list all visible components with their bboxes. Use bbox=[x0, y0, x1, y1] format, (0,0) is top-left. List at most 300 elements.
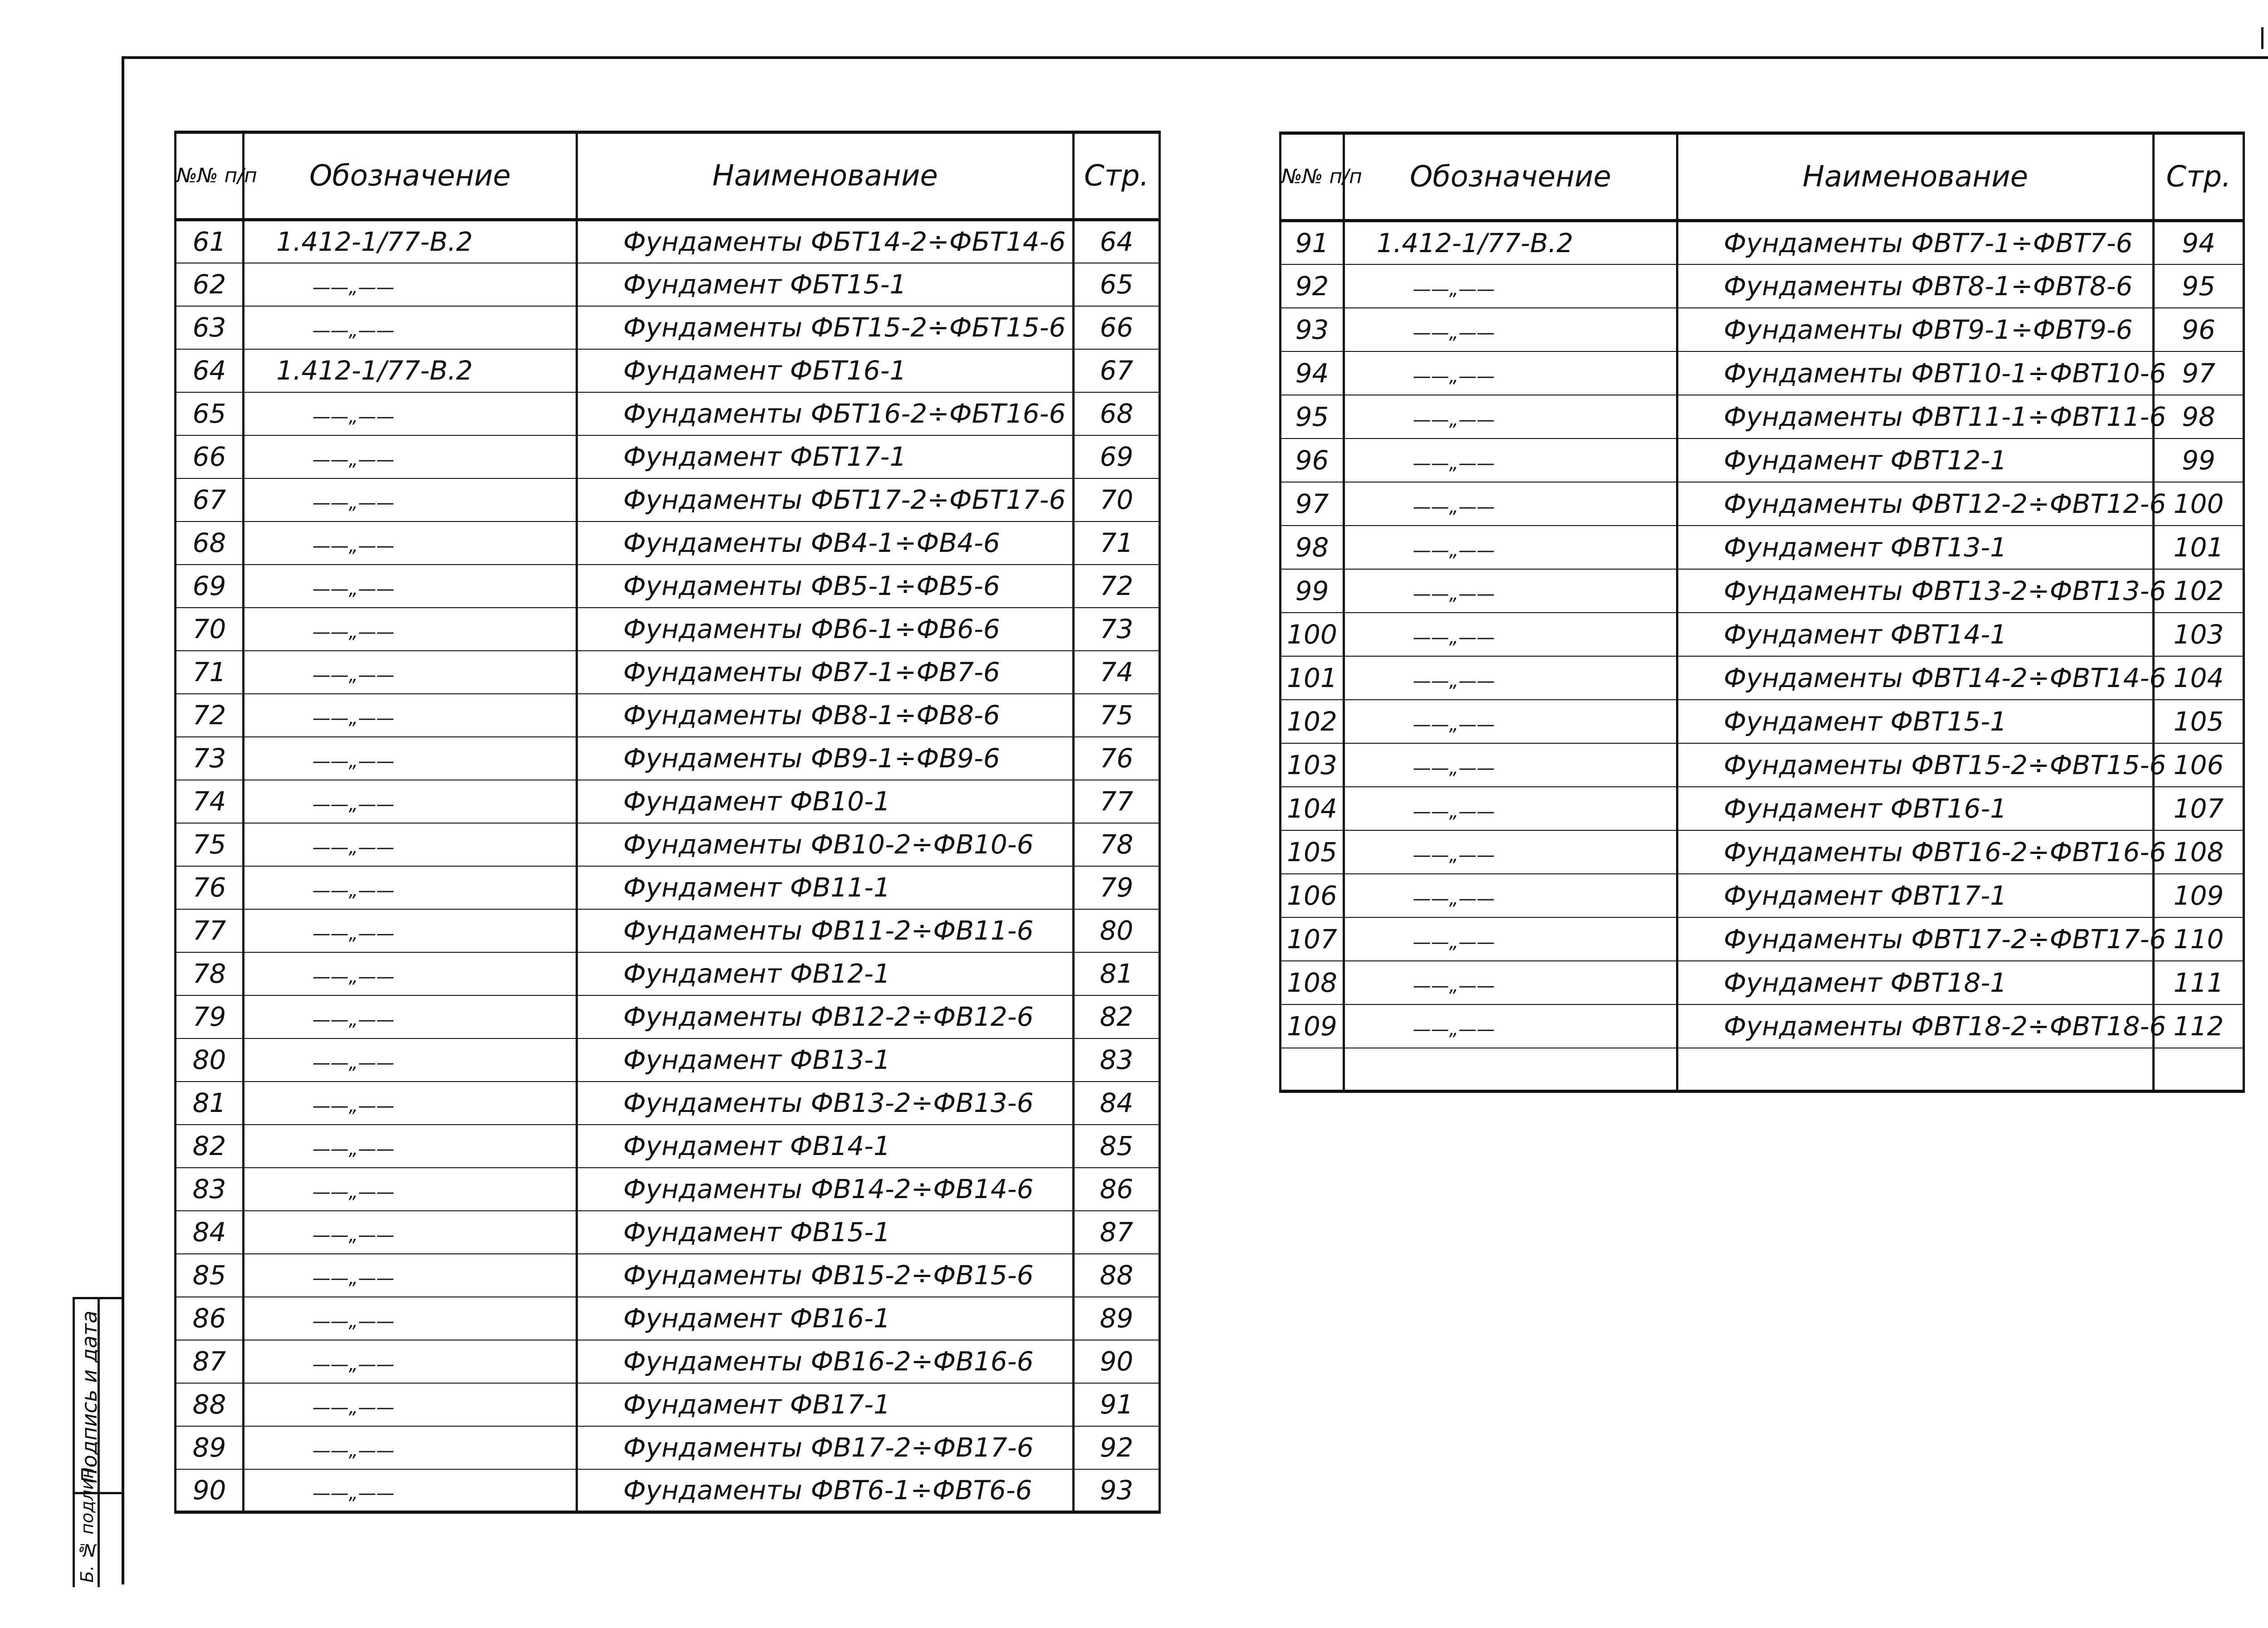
row-name bbox=[1677, 569, 2166, 613]
row-designation bbox=[244, 823, 577, 866]
row-name bbox=[577, 651, 1074, 694]
row-page bbox=[1074, 1168, 1160, 1211]
row-name bbox=[577, 694, 1074, 737]
row-designation bbox=[1344, 395, 1677, 439]
row-name-text: Фундаменты ФВТ8-1÷ФВТ8-6 bbox=[1724, 270, 2133, 302]
row-page-text: 104 bbox=[2173, 662, 2224, 693]
row-num bbox=[176, 995, 244, 1038]
row-page bbox=[1074, 1082, 1160, 1125]
row-page bbox=[1074, 780, 1160, 823]
row-designation bbox=[1344, 308, 1677, 351]
table-row bbox=[176, 952, 1160, 995]
row-page-text: 88 bbox=[1100, 1260, 1134, 1291]
table-row bbox=[176, 651, 1160, 694]
row-name bbox=[577, 1082, 1074, 1125]
row-num bbox=[1281, 569, 1344, 613]
row-name bbox=[577, 1469, 1074, 1512]
table-row bbox=[176, 1082, 1160, 1125]
row-name bbox=[1677, 917, 2166, 961]
row-page bbox=[1074, 651, 1160, 694]
row-num bbox=[1281, 656, 1344, 700]
header-num: №№ п/п bbox=[1281, 133, 1344, 221]
row-designation bbox=[244, 1125, 577, 1168]
frame-top-border bbox=[123, 56, 2268, 59]
contents-table-left bbox=[174, 131, 1161, 1514]
header-page: Стр. bbox=[2154, 133, 2244, 221]
row-page bbox=[1074, 952, 1160, 995]
row-num bbox=[176, 780, 244, 823]
row-page-text: 77 bbox=[1100, 786, 1134, 817]
row-designation bbox=[244, 263, 577, 306]
row-num bbox=[1281, 1004, 1344, 1048]
row-name bbox=[577, 522, 1074, 565]
row-name-text: Фундаменты ФВТ13-2÷ФВТ13-6 bbox=[1724, 575, 2166, 606]
table-row bbox=[176, 1469, 1160, 1512]
row-name-text: Фундамент ФВ15-1 bbox=[623, 1217, 890, 1248]
table-row bbox=[176, 1125, 1160, 1168]
row-num-text: 89 bbox=[192, 1432, 226, 1463]
row-page-text: 64 bbox=[1100, 226, 1134, 258]
row-name bbox=[1677, 874, 2154, 917]
row-name bbox=[577, 263, 1074, 306]
table-row bbox=[1281, 264, 2244, 308]
row-name bbox=[1677, 961, 2154, 1004]
row-designation bbox=[244, 608, 577, 651]
row-page bbox=[1074, 1469, 1160, 1512]
row-page-text: 100 bbox=[2173, 488, 2224, 519]
row-num bbox=[176, 1168, 244, 1211]
row-designation-text: ——„—— bbox=[1413, 888, 1495, 909]
row-designation bbox=[1344, 917, 1677, 961]
row-designation-text: ——„—— bbox=[312, 277, 395, 298]
table-row bbox=[176, 306, 1160, 349]
row-page-text: 94 bbox=[2182, 227, 2215, 258]
row-num-text: 88 bbox=[192, 1389, 226, 1420]
row-name bbox=[1677, 613, 2154, 656]
row-name-text: Фундамент ФБТ15-1 bbox=[623, 269, 907, 300]
row-name bbox=[1677, 395, 2166, 439]
row-designation-text: ——„—— bbox=[1413, 583, 1495, 604]
row-page-text: 109 bbox=[2173, 880, 2224, 911]
row-designation-text: ——„—— bbox=[312, 1225, 395, 1246]
row-name-text: Фундамент ФВТ13-1 bbox=[1724, 531, 2007, 563]
row-page-text: 83 bbox=[1100, 1044, 1134, 1075]
table-body-left bbox=[176, 220, 1160, 1512]
row-designation bbox=[244, 866, 577, 909]
row-designation bbox=[1344, 700, 1677, 743]
side-stamp bbox=[73, 1297, 122, 1587]
row-designation-text: ——„—— bbox=[312, 1440, 395, 1461]
row-page bbox=[1074, 392, 1160, 435]
row-num-text: 73 bbox=[192, 743, 226, 774]
row-num bbox=[176, 220, 244, 263]
table-row bbox=[176, 823, 1160, 866]
table-row bbox=[176, 995, 1160, 1038]
table-row bbox=[176, 1168, 1160, 1211]
row-designation bbox=[244, 349, 577, 392]
row-num-text: 91 bbox=[1295, 227, 1329, 258]
row-designation-text: ——„—— bbox=[1413, 366, 1495, 387]
row-page bbox=[1074, 1254, 1160, 1297]
row-num bbox=[176, 909, 244, 952]
row-name-text: Фундаменты ФВТ11-1÷ФВТ11-6 bbox=[1724, 401, 2166, 432]
row-name-text: Фундаменты ФВ4-1÷ФВ4-6 bbox=[623, 527, 1000, 558]
row-num bbox=[1281, 743, 1344, 787]
row-designation-text: ——„—— bbox=[312, 837, 395, 858]
row-num-text: 76 bbox=[192, 872, 226, 903]
row-page-text: 70 bbox=[1100, 484, 1134, 515]
row-num-text: 107 bbox=[1287, 923, 1337, 955]
row-page-text: 102 bbox=[2173, 575, 2224, 606]
row-designation-text: ——„—— bbox=[1413, 714, 1495, 735]
row-page bbox=[1074, 909, 1160, 952]
row-page bbox=[1074, 1297, 1160, 1340]
row-designation bbox=[244, 1082, 577, 1125]
row-num bbox=[1281, 1048, 1344, 1092]
row-name-text: Фундамент ФВ17-1 bbox=[623, 1389, 890, 1420]
page-number-divider bbox=[2261, 27, 2263, 49]
row-page-text: 92 bbox=[1100, 1432, 1134, 1463]
row-page bbox=[1074, 263, 1160, 306]
row-num-text: 68 bbox=[192, 527, 226, 558]
row-page-text: 76 bbox=[1100, 743, 1134, 774]
row-num-text: 98 bbox=[1295, 531, 1329, 563]
row-page-text: 93 bbox=[1100, 1474, 1134, 1506]
row-num bbox=[1281, 961, 1344, 1004]
row-page-text: 103 bbox=[2173, 619, 2224, 650]
row-page bbox=[1074, 1211, 1160, 1254]
row-name bbox=[577, 220, 1074, 263]
table-row bbox=[1281, 351, 2244, 395]
row-name bbox=[1677, 308, 2154, 351]
row-name bbox=[577, 909, 1074, 952]
row-num bbox=[176, 1082, 244, 1125]
row-page-text: 91 bbox=[1100, 1389, 1134, 1420]
row-name-text: Фундамент ФВТ18-1 bbox=[1724, 967, 2007, 998]
row-name-text: Фундамент ФБТ17-1 bbox=[623, 441, 907, 472]
row-name-text: Фундамент ФВТ17-1 bbox=[1724, 880, 2007, 911]
row-page-text: 101 bbox=[2173, 531, 2224, 563]
row-num-text: 101 bbox=[1287, 662, 1337, 693]
table-row bbox=[176, 1426, 1160, 1469]
row-designation bbox=[244, 1254, 577, 1297]
row-num bbox=[176, 1383, 244, 1426]
row-designation-text: ——„—— bbox=[312, 665, 395, 686]
row-page bbox=[1074, 608, 1160, 651]
row-page-text: 80 bbox=[1100, 915, 1134, 946]
row-page-text: 95 bbox=[2182, 270, 2215, 302]
row-num bbox=[176, 306, 244, 349]
row-designation bbox=[244, 1038, 577, 1082]
row-designation bbox=[244, 651, 577, 694]
table-header-row bbox=[176, 132, 1160, 220]
row-designation bbox=[244, 1168, 577, 1211]
row-designation bbox=[1344, 569, 1677, 613]
row-name bbox=[577, 1211, 1074, 1254]
row-name bbox=[577, 435, 1074, 478]
row-page-text: 99 bbox=[2182, 444, 2215, 476]
row-page bbox=[2154, 482, 2244, 526]
row-num bbox=[1281, 264, 1344, 308]
row-page bbox=[1074, 435, 1160, 478]
row-name-text: Фундаменты ФВ12-2÷ФВ12-6 bbox=[623, 1001, 1034, 1032]
row-name bbox=[577, 995, 1074, 1038]
row-name-text: Фундаменты ФВТ12-2÷ФВТ12-6 bbox=[1724, 488, 2166, 519]
row-name bbox=[577, 1426, 1074, 1469]
row-name-text: Фундамент ФВ13-1 bbox=[623, 1044, 890, 1075]
row-num-text: 109 bbox=[1287, 1010, 1337, 1042]
row-designation-text: ——„—— bbox=[312, 579, 395, 600]
row-page-text: 105 bbox=[2173, 706, 2224, 737]
table-row bbox=[176, 737, 1160, 780]
row-designation-text: ——„—— bbox=[312, 449, 395, 470]
row-num-text: 70 bbox=[192, 614, 226, 644]
row-page-text: 111 bbox=[2173, 967, 2224, 998]
row-num-text: 81 bbox=[192, 1087, 226, 1118]
row-page-text: 97 bbox=[2182, 357, 2215, 389]
row-page bbox=[1074, 1038, 1160, 1082]
header-designation: Обозначение bbox=[244, 132, 577, 220]
row-name-text: Фундамент ФВ10-1 bbox=[623, 786, 890, 817]
header-page: Стр. bbox=[1074, 132, 1160, 220]
row-page bbox=[2154, 830, 2244, 874]
row-page bbox=[2154, 308, 2244, 351]
row-num-text: 61 bbox=[192, 226, 226, 258]
row-name bbox=[1677, 221, 2154, 264]
row-designation bbox=[244, 306, 577, 349]
row-designation bbox=[244, 1297, 577, 1340]
row-designation-text: ——„—— bbox=[312, 708, 395, 729]
row-designation-text: ——„—— bbox=[1413, 931, 1495, 953]
row-designation bbox=[1344, 221, 1677, 264]
row-name bbox=[577, 737, 1074, 780]
row-designation bbox=[244, 1340, 577, 1383]
row-name-text: Фундамент ФБТ16-1 bbox=[623, 355, 907, 386]
table-row bbox=[176, 608, 1160, 651]
row-designation bbox=[244, 522, 577, 565]
row-designation bbox=[244, 909, 577, 952]
row-page bbox=[1074, 220, 1160, 263]
row-page bbox=[1074, 565, 1160, 608]
row-num-text: 86 bbox=[192, 1303, 226, 1334]
row-page bbox=[1074, 1340, 1160, 1383]
row-page bbox=[2154, 874, 2244, 917]
row-page bbox=[1074, 866, 1160, 909]
row-name-text: Фундаменты ФВ10-2÷ФВ10-6 bbox=[623, 829, 1034, 860]
row-name-text: Фундаменты ФВ13-2÷ФВ13-6 bbox=[623, 1087, 1034, 1118]
table-row bbox=[176, 909, 1160, 952]
row-designation-text: ——„—— bbox=[1413, 453, 1495, 474]
table-row bbox=[1281, 787, 2244, 830]
table-row bbox=[176, 866, 1160, 909]
row-num-text: 75 bbox=[192, 829, 226, 860]
row-name bbox=[577, 1383, 1074, 1426]
row-name bbox=[577, 1254, 1074, 1297]
row-page bbox=[2154, 264, 2244, 308]
row-page bbox=[1074, 1125, 1160, 1168]
row-page bbox=[1074, 694, 1160, 737]
table-body-right bbox=[1281, 221, 2244, 1092]
row-designation-text: ——„—— bbox=[312, 1053, 395, 1073]
table-row bbox=[176, 694, 1160, 737]
row-page bbox=[2154, 351, 2244, 395]
row-designation bbox=[244, 995, 577, 1038]
row-page bbox=[2154, 569, 2244, 613]
row-page bbox=[1074, 995, 1160, 1038]
table-row bbox=[1281, 743, 2244, 787]
row-designation-text: ——„—— bbox=[312, 622, 395, 643]
row-name bbox=[577, 349, 1074, 392]
row-num-text: 105 bbox=[1287, 836, 1337, 868]
row-designation-text: ——„—— bbox=[312, 966, 395, 987]
row-name-text: Фундаменты ФВ7-1÷ФВ7-6 bbox=[623, 657, 1000, 687]
row-name-text: Фундаменты ФВТ17-2÷ФВТ17-6 bbox=[1724, 923, 2166, 955]
row-designation bbox=[1344, 874, 1677, 917]
row-designation-text: ——„—— bbox=[1413, 844, 1495, 866]
row-designation-text: ——„—— bbox=[312, 1009, 395, 1030]
row-page bbox=[2154, 1048, 2244, 1092]
row-num-text: 103 bbox=[1287, 749, 1337, 780]
row-name-text: Фундамент ФВ11-1 bbox=[623, 872, 890, 903]
row-num-text: 94 bbox=[1295, 357, 1329, 389]
row-num bbox=[176, 823, 244, 866]
row-page-text: 73 bbox=[1100, 614, 1134, 644]
row-page-text: 78 bbox=[1100, 829, 1134, 860]
row-name-text: Фундаменты ФБТ16-2÷ФБТ16-6 bbox=[623, 398, 1066, 429]
row-num bbox=[1281, 613, 1344, 656]
row-page bbox=[2154, 613, 2244, 656]
table-row bbox=[176, 522, 1160, 565]
row-num bbox=[176, 263, 244, 306]
row-num bbox=[176, 651, 244, 694]
row-num bbox=[1281, 439, 1344, 482]
table-row bbox=[1281, 482, 2244, 526]
row-page-text: 69 bbox=[1100, 441, 1134, 472]
row-designation-text: 1.412-1/77-В.2 bbox=[1377, 227, 1574, 258]
row-name bbox=[1677, 526, 2154, 569]
row-designation bbox=[244, 565, 577, 608]
row-designation-text: ——„—— bbox=[312, 492, 395, 513]
row-name-text: Фундаменты ФВТ7-1÷ФВТ7-6 bbox=[1724, 227, 2133, 258]
row-name-text: Фундаменты ФВТ15-2÷ФВТ15-6 bbox=[1724, 749, 2166, 780]
row-page-text: 71 bbox=[1100, 527, 1134, 558]
row-page-text: 68 bbox=[1100, 398, 1134, 429]
table-row bbox=[1281, 221, 2244, 264]
row-page-text: 82 bbox=[1100, 1001, 1134, 1032]
row-designation-text: ——„—— bbox=[312, 1182, 395, 1203]
row-designation bbox=[1344, 264, 1677, 308]
row-name bbox=[577, 1038, 1074, 1082]
row-page bbox=[1074, 522, 1160, 565]
row-name-text: Фундамент ФВ14-1 bbox=[623, 1131, 890, 1161]
row-designation-text: ——„—— bbox=[312, 1354, 395, 1375]
row-num bbox=[176, 1211, 244, 1254]
row-num bbox=[1281, 351, 1344, 395]
row-name-text: Фундаменты ФВТ18-2÷ФВТ18-6 bbox=[1724, 1010, 2166, 1042]
row-name-text: Фундаменты ФВТ10-1÷ФВТ10-6 bbox=[1724, 357, 2166, 389]
header-name: Наименование bbox=[1677, 133, 2154, 221]
row-designation bbox=[244, 220, 577, 263]
row-num-text: 95 bbox=[1295, 401, 1329, 432]
table-row bbox=[1281, 308, 2244, 351]
row-page-text: 107 bbox=[2173, 793, 2224, 824]
row-designation-text: ——„—— bbox=[1413, 627, 1495, 648]
table-row bbox=[1281, 569, 2244, 613]
row-name bbox=[1677, 1048, 2154, 1092]
row-designation-text: ——„—— bbox=[312, 1482, 395, 1504]
row-designation bbox=[244, 737, 577, 780]
row-name bbox=[1677, 264, 2154, 308]
row-num bbox=[176, 694, 244, 737]
row-name bbox=[577, 1297, 1074, 1340]
row-num bbox=[176, 952, 244, 995]
header-name: Наименование bbox=[577, 132, 1074, 220]
row-name-text: Фундамент ФВТ14-1 bbox=[1724, 619, 2007, 650]
row-page bbox=[2154, 1004, 2244, 1048]
row-name bbox=[1677, 1004, 2166, 1048]
row-name-text: Фундаменты ФВ17-2÷ФВ17-6 bbox=[623, 1432, 1034, 1463]
row-name-text: Фундаменты ФВ8-1÷ФВ8-6 bbox=[623, 700, 1000, 731]
row-page bbox=[2154, 917, 2244, 961]
row-name-text: Фундаменты ФБТ15-2÷ФБТ15-6 bbox=[623, 312, 1066, 343]
row-name bbox=[577, 392, 1074, 435]
row-designation-text: ——„—— bbox=[312, 1139, 395, 1160]
row-num bbox=[176, 1038, 244, 1082]
row-designation-text: ——„—— bbox=[312, 536, 395, 556]
row-name-text: Фундамент ФВТ16-1 bbox=[1724, 793, 2007, 824]
row-designation-text: ——„—— bbox=[312, 320, 395, 341]
row-num-text: 108 bbox=[1287, 967, 1337, 998]
header-num: №№ п/п bbox=[176, 132, 244, 220]
row-designation bbox=[1344, 743, 1677, 787]
row-num-text: 63 bbox=[192, 312, 226, 343]
row-page bbox=[1074, 1426, 1160, 1469]
row-name bbox=[1677, 700, 2154, 743]
table-row bbox=[176, 1211, 1160, 1254]
row-num bbox=[176, 1297, 244, 1340]
row-num-text: 64 bbox=[192, 355, 226, 386]
row-name-text: Фундаменты ФВ11-2÷ФВ11-6 bbox=[623, 915, 1034, 946]
row-designation-text: ——„—— bbox=[312, 1311, 395, 1332]
row-name bbox=[1677, 482, 2166, 526]
row-num-text: 93 bbox=[1295, 314, 1329, 345]
row-page-text: 65 bbox=[1100, 269, 1134, 300]
row-num-text: 78 bbox=[192, 958, 226, 989]
row-designation bbox=[244, 1383, 577, 1426]
row-num bbox=[176, 608, 244, 651]
row-num-text: 85 bbox=[192, 1260, 226, 1291]
row-num-text: 79 bbox=[192, 1001, 226, 1032]
table-row bbox=[176, 780, 1160, 823]
row-page-text: 106 bbox=[2173, 749, 2224, 780]
header-designation: Обозначение bbox=[1344, 133, 1677, 221]
row-name-text: Фундаменты ФБТ17-2÷ФБТ17-6 bbox=[623, 484, 1066, 515]
table-row bbox=[1281, 656, 2244, 700]
row-page-text: 66 bbox=[1100, 312, 1134, 343]
row-page-text: 87 bbox=[1100, 1217, 1134, 1248]
row-designation-text: ——„—— bbox=[1413, 1019, 1495, 1040]
row-num-text: 83 bbox=[192, 1174, 226, 1204]
row-page-text: 96 bbox=[2182, 314, 2215, 345]
row-page-text: 84 bbox=[1100, 1087, 1134, 1118]
row-name bbox=[577, 306, 1074, 349]
table-row bbox=[176, 435, 1160, 478]
table-row bbox=[176, 263, 1160, 306]
row-designation bbox=[1344, 351, 1677, 395]
row-name-text: Фундаменты ФВТ9-1÷ФВТ9-6 bbox=[1724, 314, 2133, 345]
row-num bbox=[1281, 917, 1344, 961]
row-name-text: Фундаменты ФВТ6-1÷ФВТ6-6 bbox=[623, 1474, 1032, 1506]
